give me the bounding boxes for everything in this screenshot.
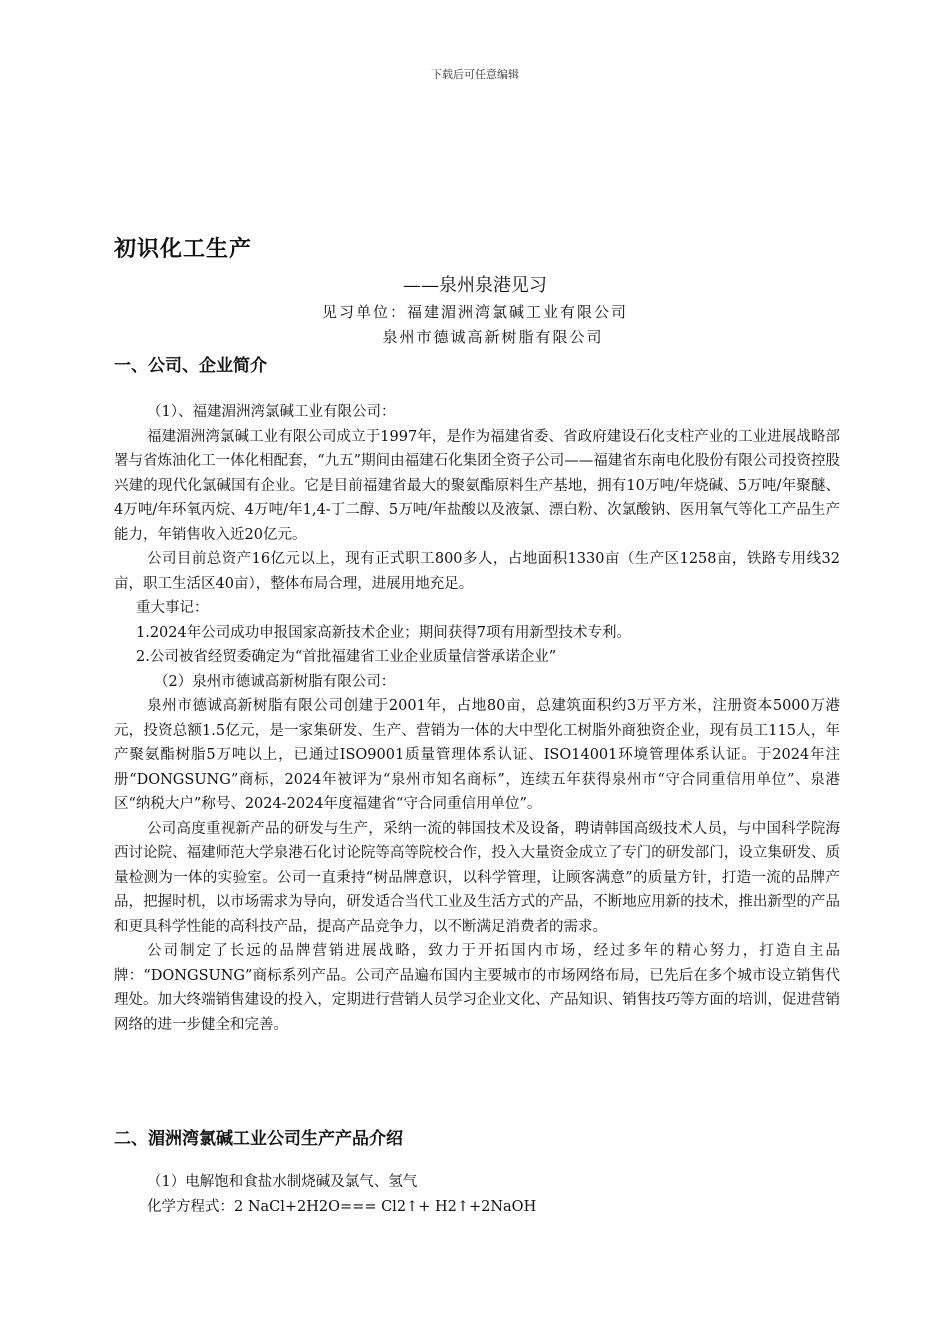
chemical-equation: 化学方程式：2 NaCl+2H2O=== Cl2↑+ H2↑+2NaOH — [147, 1198, 537, 1215]
internship-unit-line-2: 泉州市德诚高新树脂有限公司 — [382, 328, 604, 346]
milestones-label: 重大事记： — [136, 600, 209, 616]
section-1-body — [114, 400, 840, 1037]
product-1-label: （1）电解饱和食盐水制烧碱及氯气、氢气 — [147, 1174, 418, 1190]
document-subtitle: ——泉州泉港见习 — [403, 275, 547, 296]
company-2-marketing-paragraph: 公司制定了长远的品牌营销进展战略，致力于开拓国内市场，经过多年的精心努力，打造自主品牌：“DONGSUNG”商标系列产品。公司产品遍布国内主要城市的市场网络布局，已先后在多个城市设立销售代理处。加大终端销售建设的投入，定期进行营销人员学习企业文化、产品知识、销售技巧等方面的培训，促进营销网络的进一步健全和完善。 — [114, 943, 840, 1033]
company-2-intro-paragraph: 泉州市德诚高新树脂有限公司创建于2001年，占地80亩，总建筑面积约3万平方米，注册资本5000万港元，投资总额1.5亿元，是一家集研发、生产、营销为一体的大中型化工树脂外商独资企业，现有员工115人，年产聚氨酯树脂5万吨以上，已通过ISO9001质量管理体系认证、ISO14001环境管理体系认证。于2024年注册“DONGSUNG”商标，2024年被评为“泉州市知名商标”，连续五年获得泉州市“守合同重信用单位”、泉港区“纳税大户”称号、2024-2024年度福建省“守合同重信用单位”。 — [114, 698, 840, 812]
company-1-assets-paragraph: 公司目前总资产16亿元以上，现有正式职工800多人，占地面积1330亩（生产区1258亩，铁路专用线32亩，职工生活区40亩），整体布局合理，进展用地充足。 — [114, 551, 840, 592]
milestone-item-2: 2.公司被省经贸委确定为“首批福建省工业企业质量信誉承诺企业” — [136, 649, 557, 665]
company-1-intro-paragraph: 福建湄洲湾氯碱工业有限公司成立于1997年，是作为福建省委、省政府建设石化支柱产业的工业进展战略部署与省炼油化工一体化相配套，“九五”期间由福建石化集团全资子公司——福建省东南电化股份有限公司投资控股兴建的现代化氯碱国有企业。它是目前福建省最大的聚氨酯原料生产基地，拥有10万吨/年烧碱、5万吨/年聚醚、4万吨/年环氧丙烷、4万吨/年1,4-丁二醇、5万吨/年盐酸以及液氯、漂白粉、次氯酸钠、医用氧气等化工产品生产能力，年销售收入近20亿元。 — [114, 428, 840, 543]
section-1-heading: 一、公司、企业简介 — [114, 356, 267, 376]
milestone-item-1: 1.2024年公司成功申报国家高新技术企业；期间获得7项有用新型技术专利。 — [136, 624, 631, 641]
document-title: 初识化工生产 — [114, 237, 253, 262]
section-2-body — [114, 1170, 840, 1219]
header-note: 下载后可任意编辑 — [431, 68, 519, 81]
company-1-label: （1）、福建湄洲湾氯碱工业有限公司： — [147, 404, 396, 420]
internship-unit-line-1: 见习单位：福建湄洲湾氯碱工业有限公司 — [321, 303, 628, 321]
company-2-label: （2）泉州市德诚高新树脂有限公司： — [154, 673, 396, 690]
company-2-rnd-paragraph: 公司高度重视新产品的研发与生产，采纳一流的韩国技术及设备，聘请韩国高级技术人员，与中国科学院海西讨论院、福建师范大学泉港石化讨论院等高等院校合作，投入大量资金成立了专门的研发部门，设立集研发、质量检测为一体的实验室。公司一直秉持“树品牌意识，以科学管理，让顾客满意”的质量方针，打造一流的品牌产品，把握时机，以市场需求为导向，研发适合当代工业及生活方式的产品，不断地应用新的技术，推出新型的产品和更具科学性能的高科技产品，提高产品竞争力，以不断满足消费者的需求。 — [114, 820, 840, 935]
section-2-heading: 二、湄洲湾氯碱工业公司生产产品介绍 — [114, 1129, 403, 1149]
